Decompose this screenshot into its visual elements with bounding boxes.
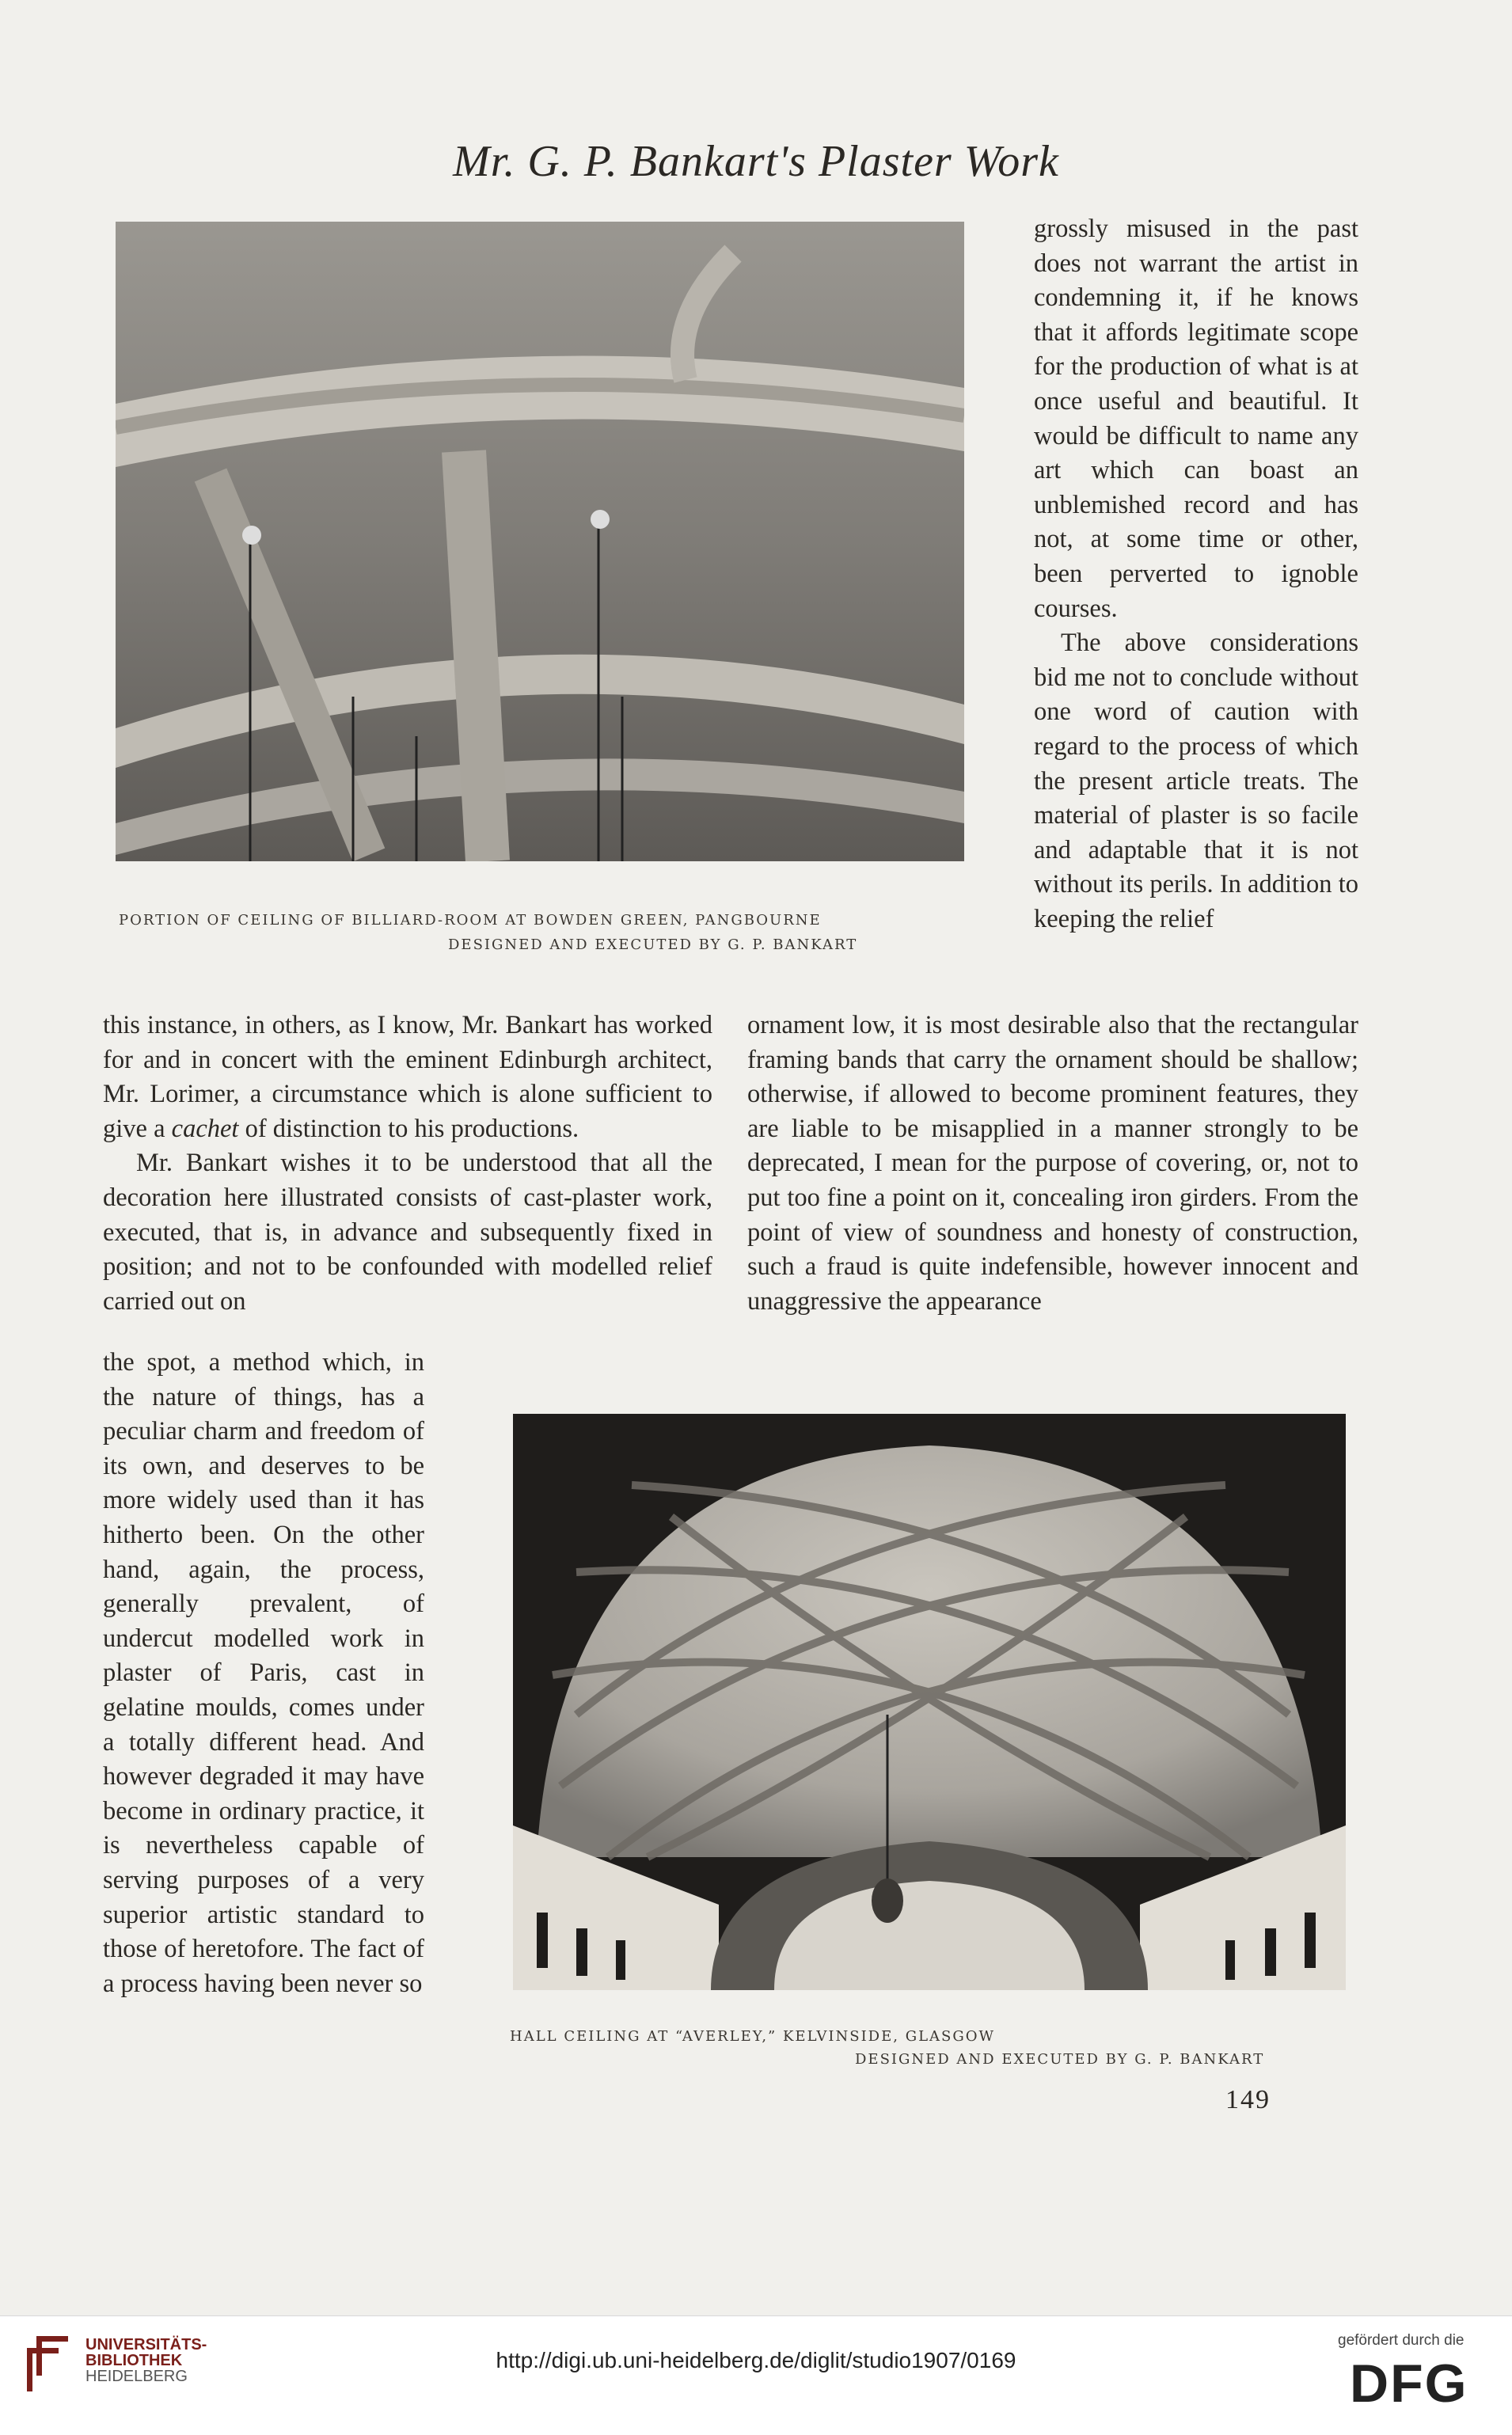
digitization-footer <box>0 2315 1512 2435</box>
source-url-link[interactable]: http://digi.ub.uni-heidelberg.de/diglit/studio1907/0169 <box>496 2348 1016 2372</box>
text-run: of distinction to his productions. <box>238 1114 579 1143</box>
figure2-caption-line1: HALL CEILING AT “AVERLEY,” KELVINSIDE, GLASGOW <box>510 2028 995 2045</box>
paragraph: the spot, a method which, in the nature of things, has a peculiar charm and freedom of its own, and deserves to be more widely used than it has hitherto been. On the other hand, again, the process, generally prevalent, of undercut modelled work in plaster of Paris, cast in gelatine moulds, comes under a totally different head. And however degraded it may have become in ordinary practice, it is nevertheless capable of serving purposes of a very superior artistic standard to those of heretofore. The fact of a process having been never so <box>103 1348 424 1998</box>
page-number: 149 <box>1225 2085 1271 2114</box>
page-title: Mr. G. P. Bankart's Plaster Work <box>453 137 1059 186</box>
ceiling-photo-billiard-room <box>116 222 964 861</box>
dfg-logo: DFG <box>1350 2353 1468 2414</box>
paragraph: ornament low, it is most desirable also that the rectangular framing bands that carry the ornament should be shallow; otherwise, if allowed to become prominent features, they are liable to be misapplied in a manner strongly to be deprecated, I mean for the purpose of covering, or, not to put too fine a point on it, concealing iron girders. From the point of view of soundness and honesty of construction, such a fraud is quite indefensible, however innocent and unaggressive the appearance <box>747 1011 1358 1316</box>
funded-by-label: gefördert durch die <box>1338 2332 1465 2349</box>
left-column-bottom-text <box>103 1346 424 2001</box>
ceiling-photo-hall-averley <box>513 1414 1346 1990</box>
right-column-top-text <box>1034 212 1358 936</box>
right-column-mid-text <box>747 1009 1358 1319</box>
paragraph: The above considerations bid me not to conclude without one word of caution with regard to the process of which the present article treats. The material of plaster is so facile and adaptable that it is not without its perils. In addition to keeping the relief <box>1034 629 1358 933</box>
paragraph: Mr. Bankart wishes it to be understood that all the decoration here illustrated consists of cast-plaster work, executed, that is, in advance and subsequently fixed in position; and not to be confounded with modelled relief carried out on <box>103 1149 712 1316</box>
text-run: this instance, in others, as I know, Mr. Bankart has worked for and in concert with the eminent Edinburgh architect, Mr. Lorimer, a circumstance which is alone sufficient to give a <box>103 1011 712 1143</box>
figure1-caption-line1: PORTION OF CEILING OF BILLIARD-ROOM AT BOWDEN GREEN, PANGBOURNE <box>119 912 822 929</box>
figure2-caption-line2: DESIGNED AND EXECUTED BY G. P. BANKART <box>855 2051 1265 2068</box>
library-name-line2: BIBLIOTHEK <box>85 2352 183 2369</box>
library-name-line3: HEIDELBERG <box>85 2368 188 2385</box>
library-name-line1: UNIVERSITÄTS- <box>85 2336 207 2353</box>
italic-term: cachet <box>171 1114 239 1143</box>
paragraph <box>103 1009 712 1146</box>
left-column-mid-text <box>103 1009 712 1319</box>
figure1-caption-line2: DESIGNED AND EXECUTED BY G. P. BANKART <box>448 936 858 953</box>
paragraph: grossly misused in the past does not warrant the artist in condemning it, if he knows that it affords legitimate scope for the production of what is at once useful and beautiful. It would be difficult to name any art which can boast an unblemished record and has not, at some time or other, been perverted to ignoble courses. <box>1034 215 1358 623</box>
